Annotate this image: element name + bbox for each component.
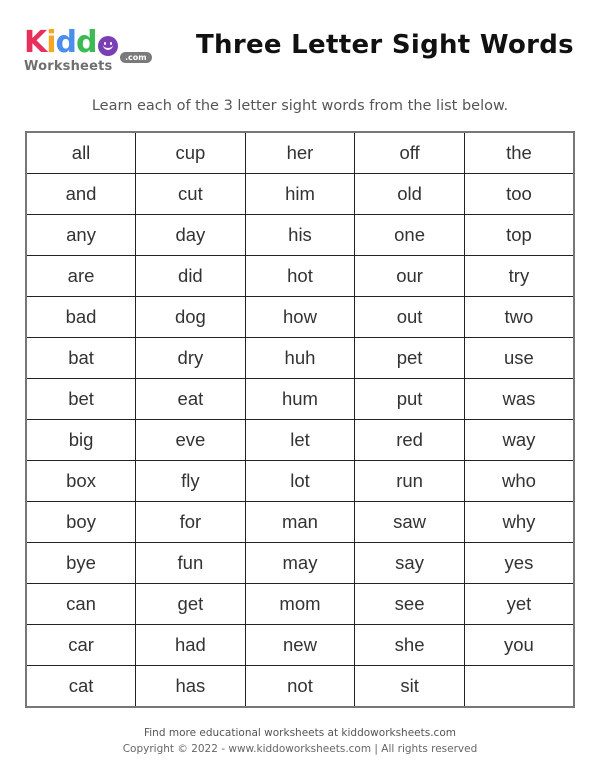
word-cell: fly bbox=[136, 461, 246, 502]
word-cell: dry bbox=[136, 338, 246, 379]
table-row bbox=[26, 420, 574, 461]
word-cell: hot bbox=[245, 256, 355, 297]
word-cell: cut bbox=[136, 174, 246, 215]
word-cell: man bbox=[245, 502, 355, 543]
table-row bbox=[26, 461, 574, 502]
word-cell: the bbox=[464, 132, 574, 174]
word-cell: hum bbox=[245, 379, 355, 420]
logo-letter: i bbox=[46, 25, 56, 60]
word-cell: not bbox=[245, 666, 355, 708]
table-row bbox=[26, 338, 574, 379]
table-row bbox=[26, 132, 574, 174]
word-cell: eve bbox=[136, 420, 246, 461]
word-cell: had bbox=[136, 625, 246, 666]
word-cell: all bbox=[26, 132, 136, 174]
word-cell: are bbox=[26, 256, 136, 297]
word-cell: bad bbox=[26, 297, 136, 338]
kiddo-worksheets-logo bbox=[24, 25, 154, 76]
word-cell: get bbox=[136, 584, 246, 625]
word-cell: too bbox=[464, 174, 574, 215]
word-cell: pet bbox=[355, 338, 465, 379]
logo-subtext: Worksheets bbox=[24, 59, 113, 74]
word-cell: old bbox=[355, 174, 465, 215]
table-row bbox=[26, 215, 574, 256]
word-cell: bat bbox=[26, 338, 136, 379]
table-row bbox=[26, 543, 574, 584]
footer-copyright: Copyright © 2022 - www.kiddoworksheets.com | All rights reserved bbox=[122, 743, 478, 755]
table-row bbox=[26, 502, 574, 543]
word-cell: may bbox=[245, 543, 355, 584]
word-cell: let bbox=[245, 420, 355, 461]
word-cell: was bbox=[464, 379, 574, 420]
word-cell: day bbox=[136, 215, 246, 256]
word-cell: box bbox=[26, 461, 136, 502]
logo-letter: d bbox=[76, 25, 97, 60]
table-row bbox=[26, 625, 574, 666]
word-cell: yet bbox=[464, 584, 574, 625]
word-cell: sit bbox=[355, 666, 465, 708]
word-cell: way bbox=[464, 420, 574, 461]
word-cell: say bbox=[355, 543, 465, 584]
word-cell: cup bbox=[136, 132, 246, 174]
word-cell: you bbox=[464, 625, 574, 666]
word-cell: she bbox=[355, 625, 465, 666]
word-cell bbox=[464, 666, 574, 708]
word-cell: eat bbox=[136, 379, 246, 420]
logo-badge: .com bbox=[120, 52, 152, 63]
word-cell: yes bbox=[464, 543, 574, 584]
word-cell: mom bbox=[245, 584, 355, 625]
word-cell: did bbox=[136, 256, 246, 297]
word-cell: out bbox=[355, 297, 465, 338]
word-cell: see bbox=[355, 584, 465, 625]
word-cell: bet bbox=[26, 379, 136, 420]
word-cell: fun bbox=[136, 543, 246, 584]
word-cell: put bbox=[355, 379, 465, 420]
word-cell: one bbox=[355, 215, 465, 256]
word-cell: huh bbox=[245, 338, 355, 379]
word-cell: red bbox=[355, 420, 465, 461]
table-row bbox=[26, 174, 574, 215]
word-cell: run bbox=[355, 461, 465, 502]
word-cell: use bbox=[464, 338, 574, 379]
word-cell: him bbox=[245, 174, 355, 215]
word-cell: our bbox=[355, 256, 465, 297]
word-cell: who bbox=[464, 461, 574, 502]
word-cell: for bbox=[136, 502, 246, 543]
word-cell: cat bbox=[26, 666, 136, 708]
footer-promo: Find more educational worksheets at kiddoworksheets.com bbox=[143, 727, 456, 739]
word-cell: how bbox=[245, 297, 355, 338]
word-cell: and bbox=[26, 174, 136, 215]
word-cell: try bbox=[464, 256, 574, 297]
table-row bbox=[26, 666, 574, 708]
smiley-icon bbox=[98, 36, 118, 56]
word-cell: big bbox=[26, 420, 136, 461]
word-cell: can bbox=[26, 584, 136, 625]
logo-letter: d bbox=[55, 25, 77, 60]
word-cell: two bbox=[464, 297, 574, 338]
word-cell: her bbox=[245, 132, 355, 174]
word-cell: boy bbox=[26, 502, 136, 543]
word-cell: any bbox=[26, 215, 136, 256]
word-cell: his bbox=[245, 215, 355, 256]
table-row bbox=[26, 297, 574, 338]
logo-wordmark bbox=[24, 25, 118, 60]
word-cell: saw bbox=[355, 502, 465, 543]
word-cell: top bbox=[464, 215, 574, 256]
table-row bbox=[26, 584, 574, 625]
logo-letter: K bbox=[24, 25, 47, 60]
word-cell: lot bbox=[245, 461, 355, 502]
word-cell: car bbox=[26, 625, 136, 666]
table-row bbox=[26, 256, 574, 297]
table-row bbox=[26, 379, 574, 420]
word-cell: why bbox=[464, 502, 574, 543]
instruction-text: Learn each of the 3 letter sight words from the list below. bbox=[91, 98, 509, 114]
word-cell: off bbox=[355, 132, 465, 174]
page-title: Three Letter Sight Words bbox=[196, 30, 574, 60]
word-cell: dog bbox=[136, 297, 246, 338]
word-cell: bye bbox=[26, 543, 136, 584]
word-cell: new bbox=[245, 625, 355, 666]
word-cell: has bbox=[136, 666, 246, 708]
sight-words-table bbox=[25, 131, 575, 708]
